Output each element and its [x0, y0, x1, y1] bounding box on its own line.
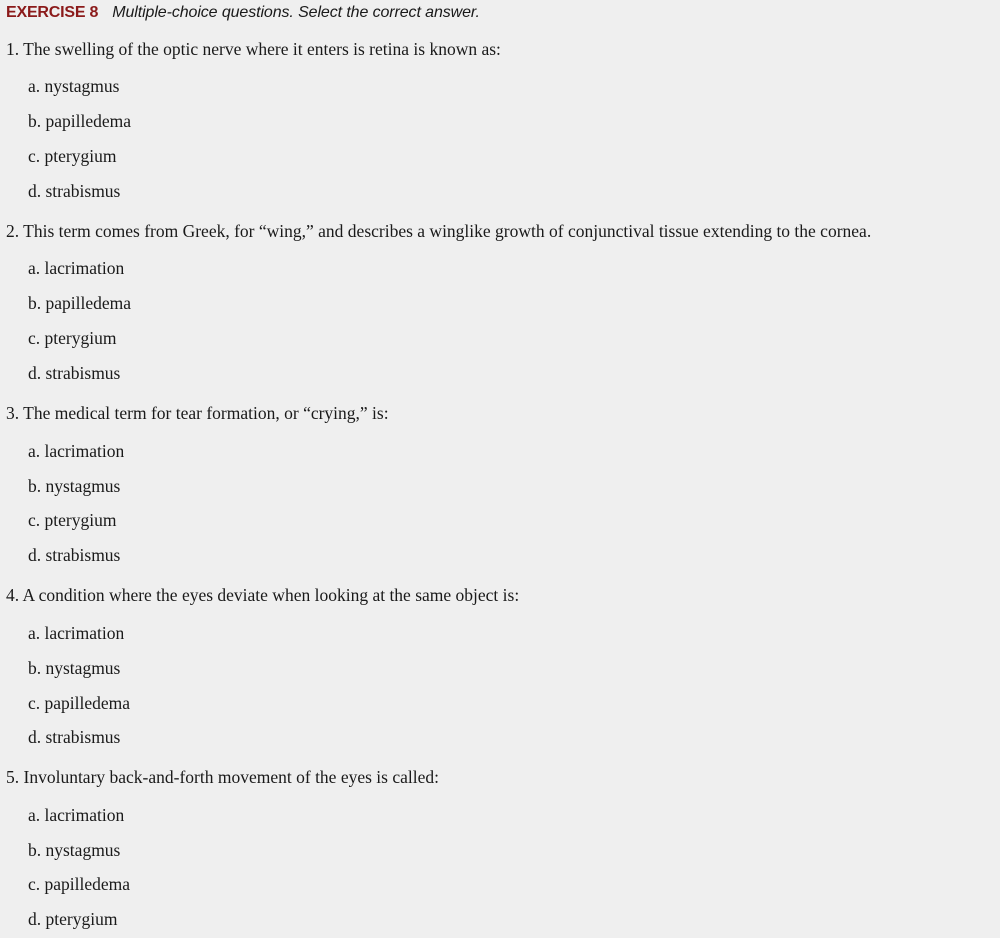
question-4-option-d[interactable]: d. strabismus: [28, 727, 121, 747]
exercise-instructions: Multiple-choice questions. Select the correct answer.: [112, 4, 480, 21]
question-1-option-b[interactable]: b. papilledema: [28, 111, 132, 131]
question-4-option-a[interactable]: a. lacrimation: [28, 623, 125, 643]
question-1-option-d[interactable]: d. strabismus: [28, 181, 121, 201]
question-3-option-b[interactable]: b. nystagmus: [28, 476, 121, 496]
question-4-option-c[interactable]: c. papilledema: [28, 693, 131, 713]
question-2-option-c[interactable]: c. pterygium: [28, 328, 117, 348]
exercise-header: [6, 4, 480, 26]
question-5-option-b[interactable]: b. nystagmus: [28, 840, 121, 860]
question-3-option-d[interactable]: d. strabismus: [28, 545, 121, 565]
question-3-option-a[interactable]: a. lacrimation: [28, 441, 125, 461]
question-4-option-b[interactable]: b. nystagmus: [28, 658, 121, 678]
question-3-text: 3. The medical term for tear formation, or “crying,” is:: [6, 403, 389, 423]
question-5-option-d[interactable]: d. pterygium: [28, 909, 118, 929]
question-1-text: 1. The swelling of the optic nerve where it enters is retina is known as:: [6, 39, 501, 59]
question-3-option-c[interactable]: c. pterygium: [28, 510, 117, 530]
question-2-option-d[interactable]: d. strabismus: [28, 363, 121, 383]
exercise-label: EXERCISE 8: [6, 4, 99, 21]
question-2-text: 2. This term comes from Greek, for “wing,” and describes a winglike growth of conjunctival tissue extending to the cornea.: [6, 221, 872, 241]
question-5-text: 5. Involuntary back-and-forth movement of the eyes is called:: [6, 767, 439, 787]
question-5-option-a[interactable]: a. lacrimation: [28, 805, 125, 825]
question-5-option-c[interactable]: c. papilledema: [28, 874, 131, 894]
question-1-option-c[interactable]: c. pterygium: [28, 146, 117, 166]
question-2-option-b[interactable]: b. papilledema: [28, 293, 132, 313]
question-2-option-a[interactable]: a. lacrimation: [28, 258, 125, 278]
question-4-text: 4. A condition where the eyes deviate when looking at the same object is:: [6, 585, 520, 605]
question-1-option-a[interactable]: a. nystagmus: [28, 76, 120, 96]
